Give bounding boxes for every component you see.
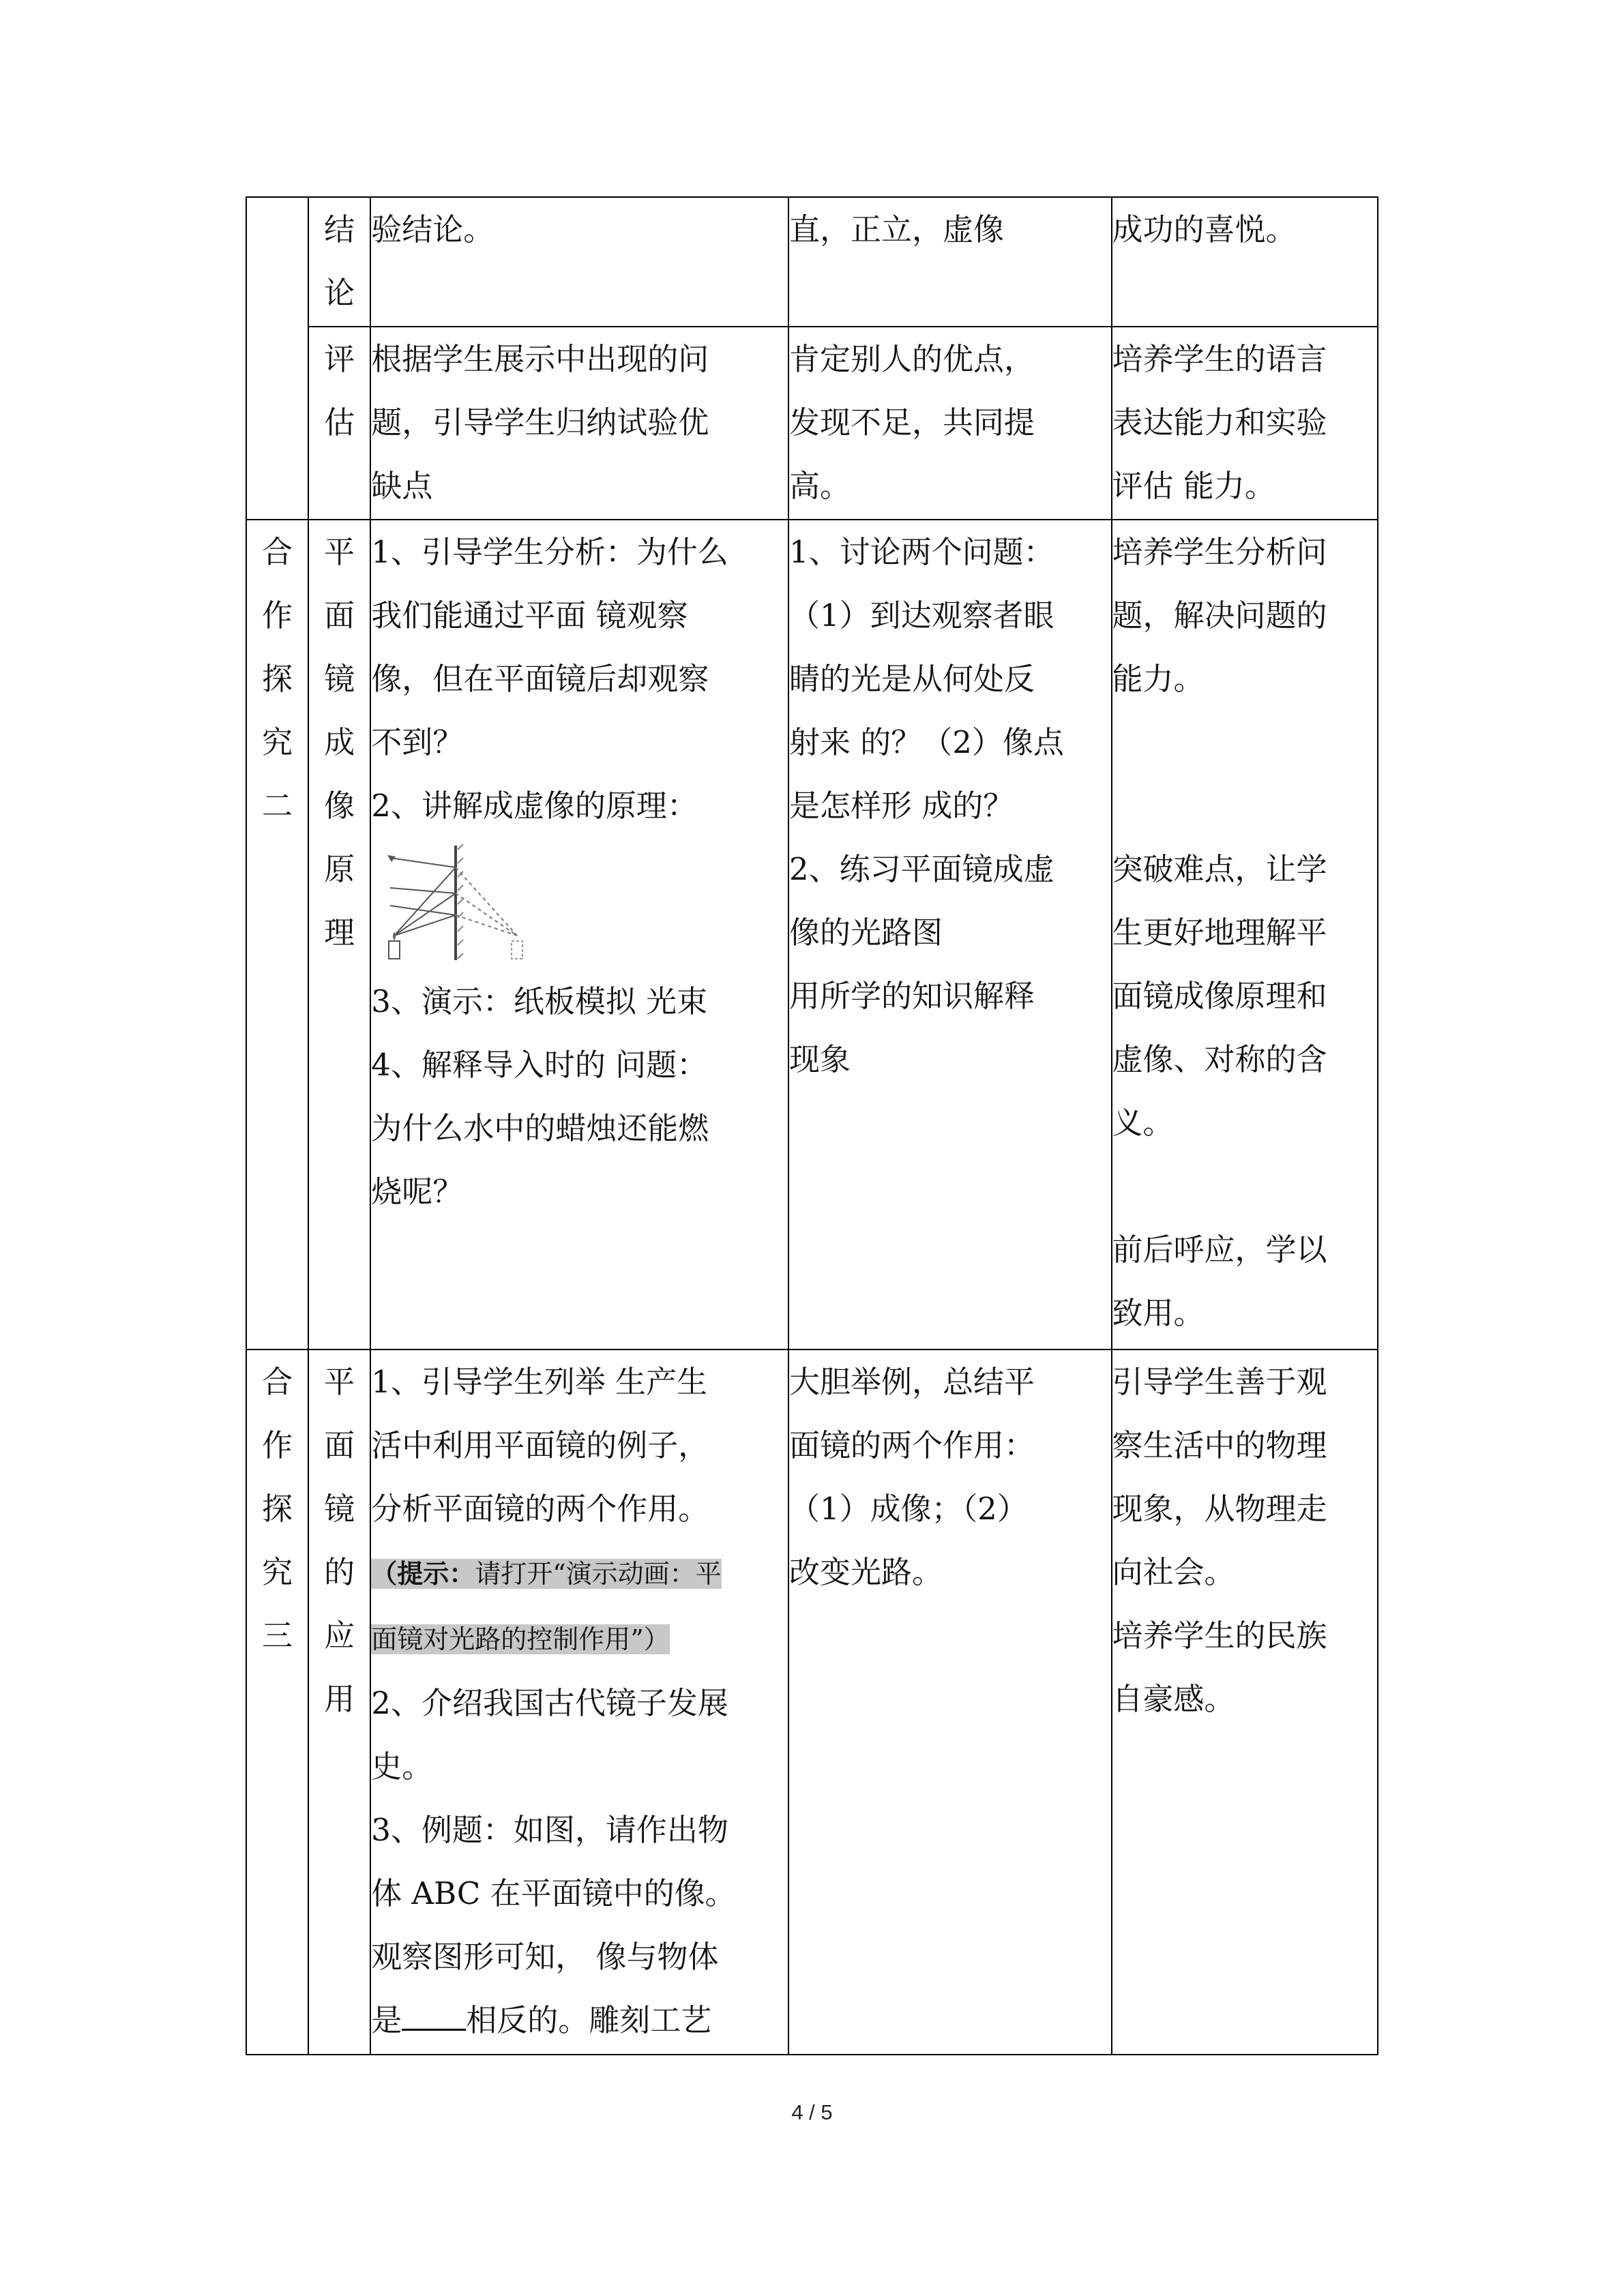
cell-intent-explore-2: 培养学生分析问 题，解决问题的 能力。 突破难点，让学 生更好地理解平 面镜成像原理和 虚像、对称的含 义。 前后呼应，学以 致用。 (1112, 520, 1378, 1350)
animation-hint: （提示：请打开“演示动画：平 (371, 1558, 722, 1589)
cell-student-evaluation: 肯定别人的优点， 发现不足，共同提 高。 (788, 327, 1112, 520)
cell-student-conclusion: 直，正立，虚像 (788, 197, 1112, 327)
cell-section-explore-3: 合 作 探 究 三 (246, 1350, 308, 2055)
cell-section-explore-2: 合 作 探 究 二 (246, 520, 308, 1350)
answer-blank (402, 2003, 466, 2031)
cell-step-mirror-principle: 平 面 镜 成 像 原 理 (308, 520, 370, 1350)
lesson-table (246, 196, 1378, 2055)
cell-student-explore-3: 大胆举例，总结平 面镜的两个作用： （1）成像；（2） 改变光路。 (788, 1350, 1112, 2055)
cell-section-empty (246, 197, 308, 520)
cell-intent-conclusion: 成功的喜悦。 (1112, 197, 1378, 327)
cell-intent-evaluation: 培养学生的语言 表达能力和实验 评估 能力。 (1112, 327, 1378, 520)
cell-student-explore-2: 1、讨论两个问题： （1）到达观察者眼 睛的光是从何处反 射来 的？（2）像点 是怎样形 成的？ 2、练习平面镜成虚 像的光路图 用所学的知识解释 现象 (788, 520, 1112, 1350)
table-row-conclusion (246, 197, 1378, 327)
table-row-explore-3 (246, 1350, 1378, 2055)
cell-teacher-explore-2: 1、引导学生分析：为什么 我们能通过平面 镜观察 像，但在平面镜后却观察 不到？ 2、讲解成虚像的原理： 3、演示：纸板模拟 光束 4、解释导入时的 问题： 为什么水中的蜡烛还能燃 烧呢？ (370, 520, 788, 1350)
page-number: 4 / 5 (791, 2100, 833, 2124)
cell-step-conclusion: 结 论 (308, 197, 370, 327)
cell-step-mirror-application: 平 面 镜 的 应 用 (308, 1350, 370, 2055)
virtual-image-ray-diagram (375, 840, 525, 963)
fill-in-blank-line: 是 相反的。雕刻工艺 (371, 2002, 712, 2038)
table-row-evaluation (246, 327, 1378, 520)
cell-teacher-explore-3: 1、引导学生列举 生产生 活中利用平面镜的例子， 分析平面镜的两个作用。 （提示：请打开“演示动画：平 面镜对光路的控制作用”） 2、介绍我国古代镜子发展 史。 3、例题：如图，请作出物 体 ABC 在平面镜中的像。 观察图形可知， 像与物体 是 相反的。雕刻工艺 (370, 1350, 788, 2055)
cell-teacher-conclusion: 验结论。 (370, 197, 788, 327)
cell-teacher-evaluation: 根据学生展示中出现的问 题，引导学生归纳试验优 缺点 (370, 327, 788, 520)
table-row-explore-2 (246, 520, 1378, 1350)
cell-step-evaluation: 评 估 (308, 327, 370, 520)
cell-intent-explore-3: 引导学生善于观 察生活中的物理 现象，从物理走 向社会。 培养学生的民族 自豪感。 (1112, 1350, 1378, 2055)
